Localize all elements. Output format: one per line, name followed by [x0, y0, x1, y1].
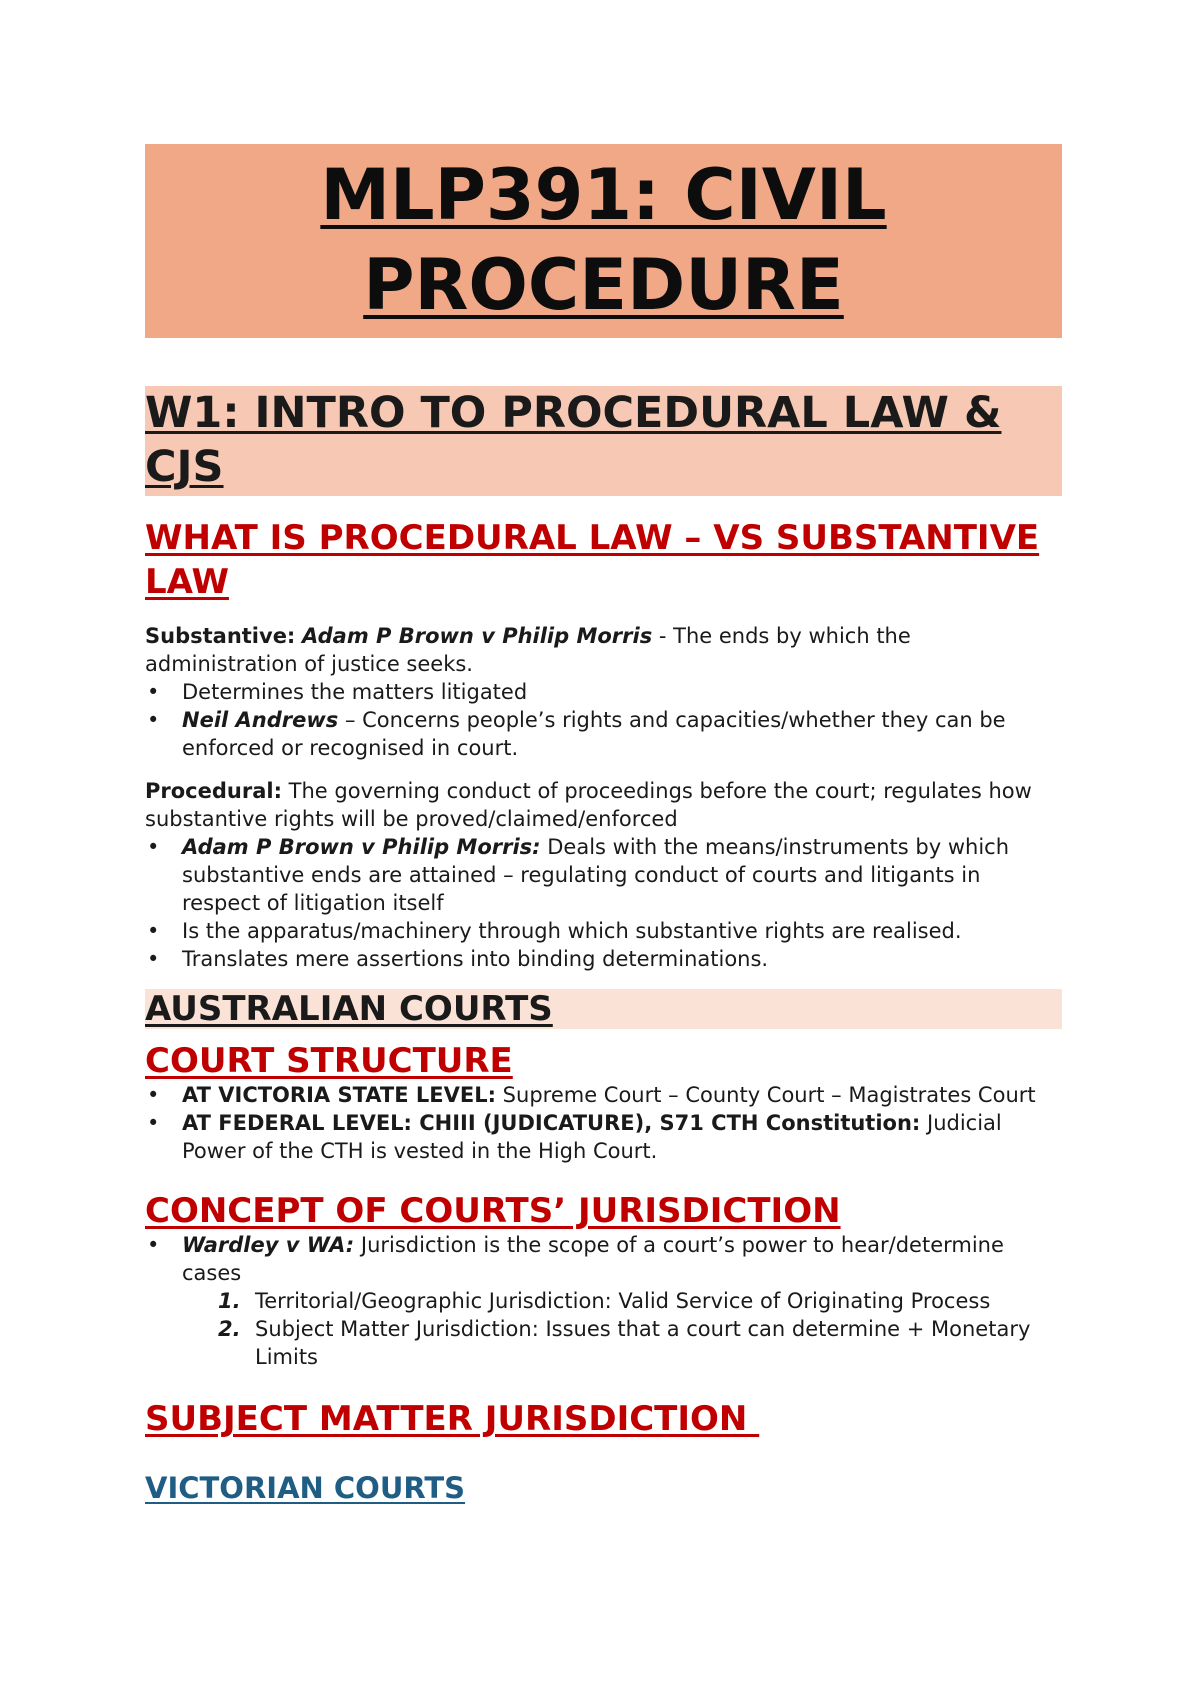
- victorian-courts-heading: VICTORIAN COURTS: [145, 1471, 466, 1505]
- list-item: • AT FEDERAL LEVEL: CHIII (JUDICATURE), S71 CTH Constitution: Judicial Power of the CTH is vested in the High Court.: [145, 1109, 1062, 1165]
- case-name: Adam P Brown v Philip Morris: [302, 624, 653, 648]
- substantive-label: Substantive:: [145, 624, 296, 648]
- list-item: • Translates mere assertions into binding determinations.: [145, 945, 1062, 973]
- procedural-label: Procedural:: [145, 779, 282, 803]
- procedural-vs-substantive-heading: WHAT IS PROCEDURAL LAW – VS SUBSTANTIVE LAW: [145, 518, 1040, 602]
- list-item: • Determines the matters litigated: [145, 678, 1062, 706]
- substantive-bullets: [145, 678, 1062, 762]
- court-structure-bullets: [145, 1081, 1062, 1165]
- jurisdiction-bullets: [145, 1231, 1062, 1287]
- numbered-item: 1. Territorial/Geographic Jurisdiction: Valid Service of Originating Process: [218, 1289, 991, 1313]
- procedural-paragraph: [145, 777, 1062, 833]
- list-item: • Is the apparatus/machinery through which substantive rights are realised.: [145, 917, 1062, 945]
- document-title: MLP391: CIVIL PROCEDURE: [320, 154, 887, 326]
- subject-matter-jurisdiction-heading: SUBJECT MATTER JURISDICTION: [145, 1399, 760, 1439]
- substantive-paragraph: [145, 622, 1062, 678]
- list-item: • Adam P Brown v Philip Morris: Deals with the means/instruments by which substantive ends are attained – regulating conduct of courts and litigants in respect of litigation itself: [145, 833, 1062, 917]
- title-band: [145, 144, 1062, 338]
- document-page: [145, 144, 1062, 1507]
- case-name: Wardley v WA:: [182, 1233, 355, 1257]
- jurisdiction-heading: CONCEPT OF COURTS’ JURISDICTION: [145, 1191, 841, 1231]
- list-item: • AT VICTORIA STATE LEVEL: Supreme Court – County Court – Magistrates Court: [145, 1081, 1062, 1109]
- week-heading: W1: INTRO TO PROCEDURAL LAW & CJS: [145, 386, 1062, 496]
- substantive-text: - The ends by which the administration of justice seeks.: [145, 624, 911, 676]
- jurisdiction-numbered-list: [145, 1287, 1062, 1371]
- numbered-item: 2. Subject Matter Jurisdiction: Issues that a court can determine + Monetary Limits: [218, 1317, 1031, 1369]
- list-item: • Neil Andrews – Concerns people’s rights and capacities/whether they can be enforced or recognised in court.: [145, 706, 1062, 762]
- procedural-text: The governing conduct of proceedings before the court; regulates how substantive rights will be proved/claimed/enforced: [145, 779, 1032, 831]
- court-structure-heading: COURT STRUCTURE: [145, 1041, 513, 1081]
- procedural-bullets: [145, 833, 1062, 973]
- case-name: Adam P Brown v Philip Morris:: [182, 835, 541, 859]
- case-name: Neil Andrews: [182, 708, 339, 732]
- list-item: • Wardley v WA: Jurisdiction is the scope of a court’s power to hear/determine cases: [145, 1231, 1062, 1287]
- australian-courts-heading: AUSTRALIAN COURTS: [145, 989, 1062, 1029]
